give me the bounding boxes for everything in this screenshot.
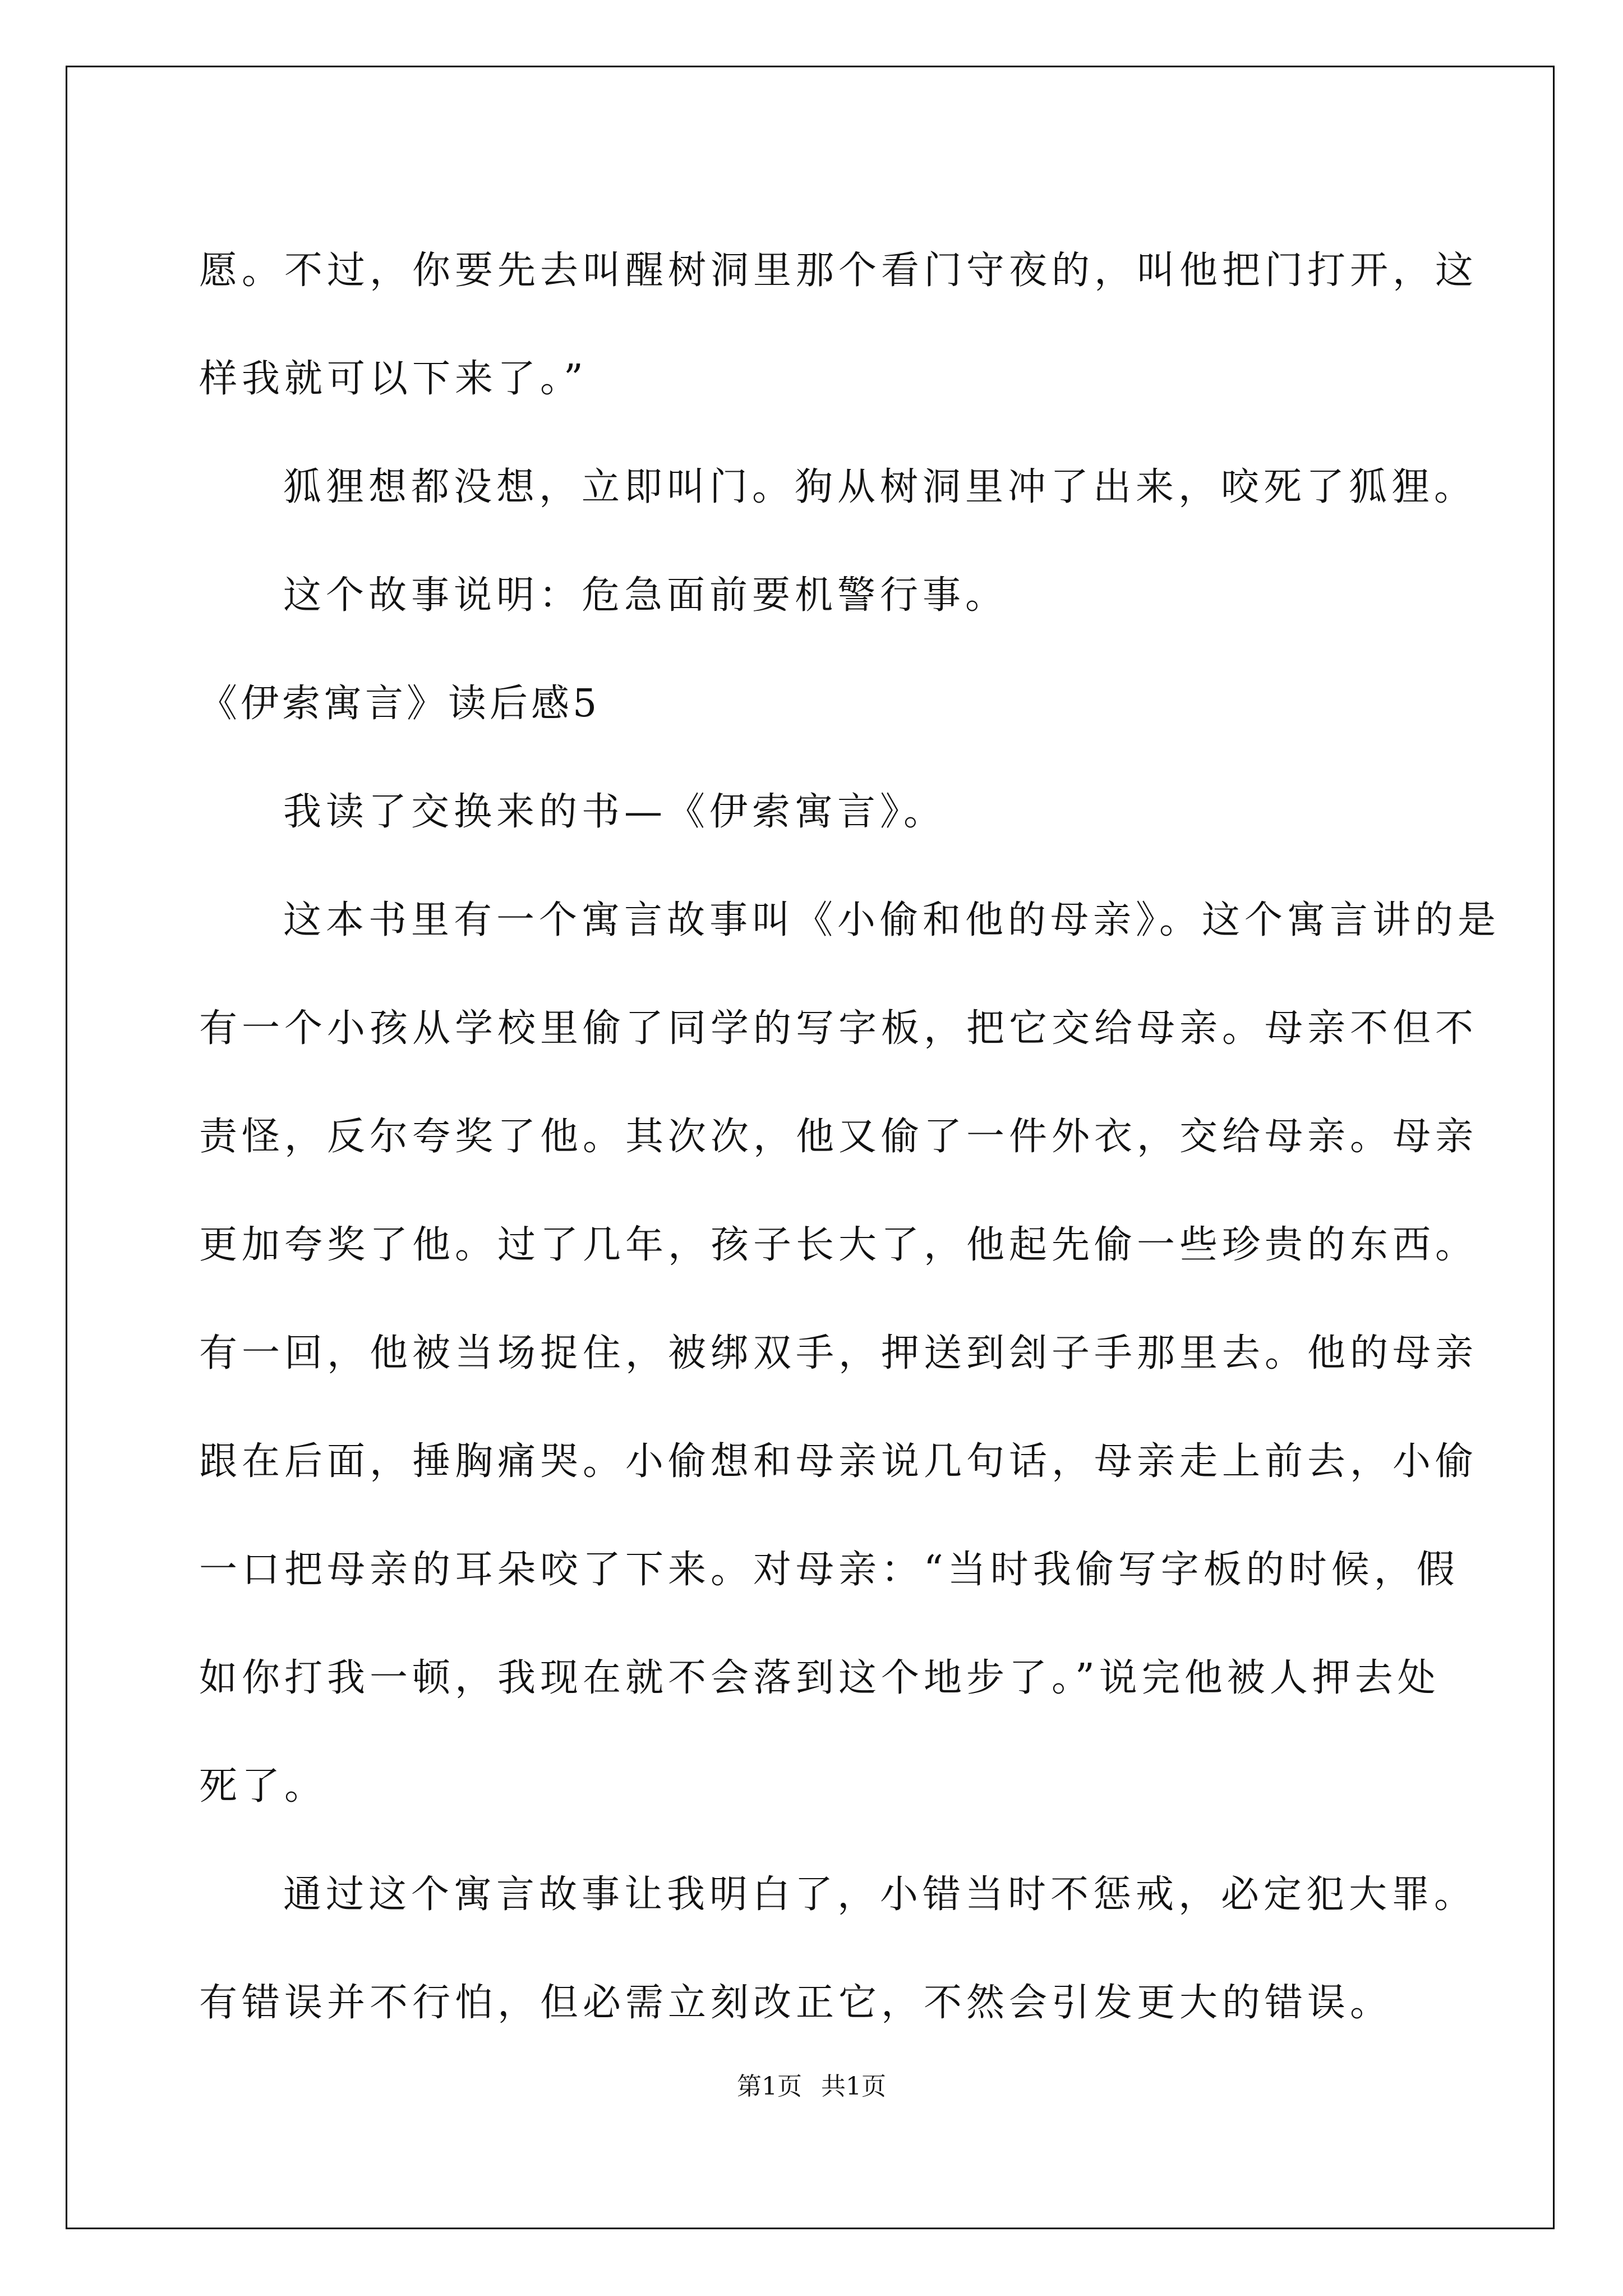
text-line: 一口把母亲的耳朵咬了下来。对母亲：“当时我偷写字板的时候，假 (199, 1548, 1459, 1592)
text-line: 更加夸奖了他。过了几年，孩子长大了，他起先偷一些珍贵的东西。 (199, 1223, 1478, 1267)
text-line: 我读了交换来的书—《伊索寓言》。 (283, 790, 947, 834)
text-line: 有一回，他被当场捉住，被绑双手，押送到刽子手那里去。他的母亲 (199, 1331, 1478, 1375)
text-line: 死了。 (199, 1764, 328, 1809)
text-line: 通过这个寓言故事让我明白了，小错当时不惩戒，必定犯大罪。 (283, 1872, 1477, 1917)
text-line: 这本书里有一个寓言故事叫《小偷和他的母亲》。这个寓言讲的是 (283, 898, 1501, 942)
page-number: 第1页 (737, 2072, 802, 2101)
text-line: 如你打我一顿，我现在就不会落到这个地步了。”说完他被人押去处 (199, 1656, 1440, 1700)
text-line: 跟在后面，捶胸痛哭。小偷想和母亲说几句话，母亲走上前去，小偷 (199, 1439, 1478, 1484)
text-line: 狐狸想都没想，立即叫门。狗从树洞里冲了出来，咬死了狐狸。 (283, 465, 1477, 509)
text-line: 样我就可以下来了。” (199, 357, 588, 401)
text-line: 这个故事说明：危急面前要机警行事。 (283, 573, 1008, 618)
text-line: 责怪，反尔夸奖了他。其次次，他又偷了一件外衣，交给母亲。母亲 (199, 1115, 1478, 1159)
page-footer (0, 2070, 1623, 2104)
text-line: 有一个小孩从学校里偷了同学的写字板，把它交给母亲。母亲不但不 (199, 1006, 1478, 1051)
section-heading: 《伊索寓言》读后感5 (199, 682, 601, 726)
text-line: 愿。不过，你要先去叫醒树洞里那个看门守夜的，叫他把门打开，这 (199, 249, 1478, 293)
document-body (199, 217, 1501, 2057)
page-total: 共1页 (821, 2072, 886, 2101)
text-line: 有错误并不行怕，但必需立刻改正它，不然会引发更大的错误。 (199, 1981, 1393, 2025)
